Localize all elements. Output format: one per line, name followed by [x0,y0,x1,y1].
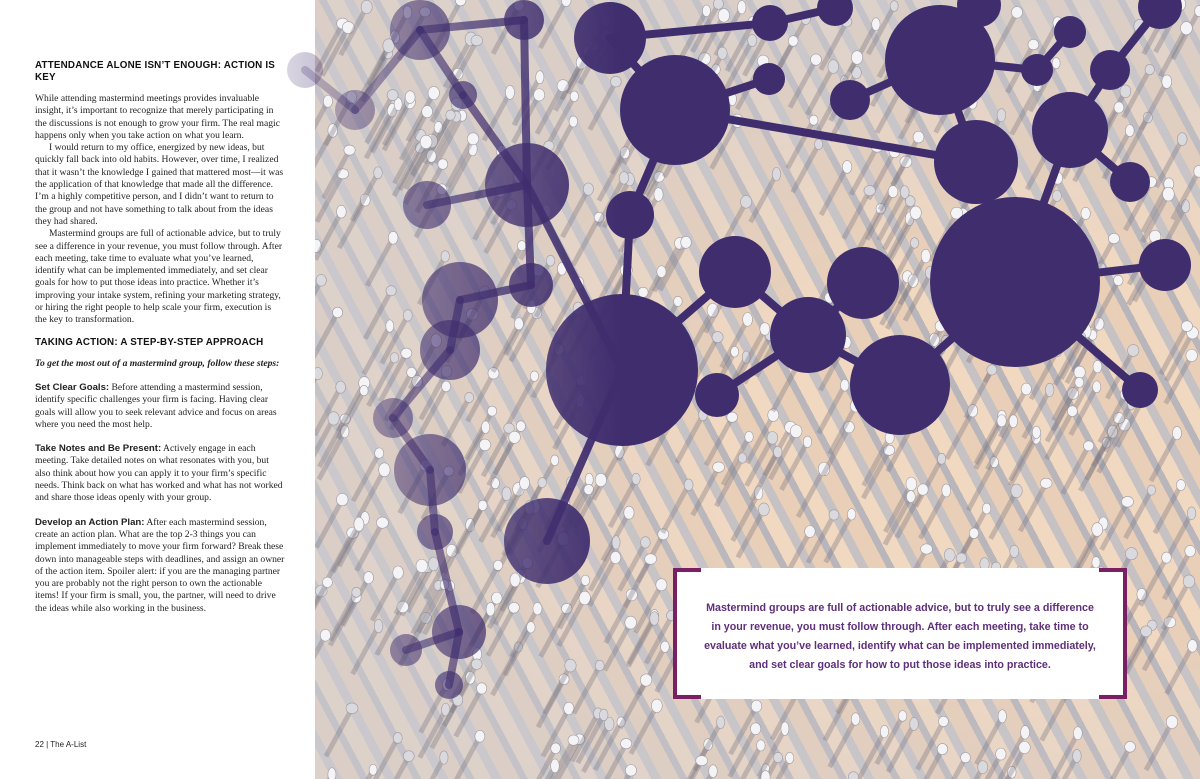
step-text: After each mastermind session, create an action plan. What are the top 2-3 things you can implement immediately to move your firm forward? Break these down into manageable steps with deadlines, and assign an owner of the action item. Spoiler alert: if you are the managing partner you are probably not the right person to own the actionable items! If your firm is small, you, the partner, will need to drive the ideas while also working in the business. [35,516,285,614]
step-title: Develop an Action Plan: [35,516,145,528]
step-take-notes [35,443,285,504]
step-title: Take Notes and Be Present: [35,443,162,455]
paragraph: While attending mastermind meetings provides invaluable insight, it’s important to recognize that merely participating in the discussions is not enough to grow your firm. The real magic happens only when you take action on what you learn. [35,93,280,141]
steps-intro: To get the most out of a mastermind group, follow these steps: [35,357,280,369]
pull-quote [673,568,1127,699]
step-action-plan [35,517,285,615]
section-heading-attendance: ATTENDANCE ALONE ISN’T ENOUGH: ACTION IS KEY [35,60,276,83]
paragraph: I would return to my office, energized by new ideas, but quickly fall back into old habits. However, over time, I realized that it wasn’t the knowledge I gained that mattered most—it was the application of that knowledge that made all the difference. I’m a highly competitive person, and I didn’t want to return to the group and not have something to talk about from the ideas they had shared. [35,142,284,227]
step-set-clear-goals [35,382,285,431]
page-footer: 22 | The A-List [35,740,87,749]
pull-quote-text: Mastermind groups are full of actionable advice, but to truly see a difference in your revenue, you must follow through. After each meeting, take time to evaluate what you’ve learned, identify what can be implemented immediately, and set clear goals for how to put those ideas into practice. [704,602,1096,671]
article-column [35,60,285,627]
step-text: Actively engage in each meeting. Take detailed notes on what resonates with you, but also think about how you can apply it to your firm’s specific needs. Think back on what has worked and what has not worked and share those ideas openly with your group. [35,443,283,504]
step-title: Set Clear Goals: [35,381,110,393]
section-heading-taking-action: TAKING ACTION: A STEP-BY-STEP APPROACH [35,336,264,348]
step-text: Before attending a mastermind session, identify specific challenges your firm is facing. Having clear goals will allow you to seek relevant advice and focus on areas where you need the most help. [35,381,277,430]
paragraph: Mastermind groups are full of actionable advice, but to truly see a difference in your revenue, you must follow through. After each meeting, take time to evaluate what you’ve learned, identify what can be implemented immediately, and set clear goals for how to put those ideas into practice. Whether it’s improving your intake system, refining your marketing strategy, or hiring the right people to help scale your firm, execution is the key to transformation. [35,228,283,326]
